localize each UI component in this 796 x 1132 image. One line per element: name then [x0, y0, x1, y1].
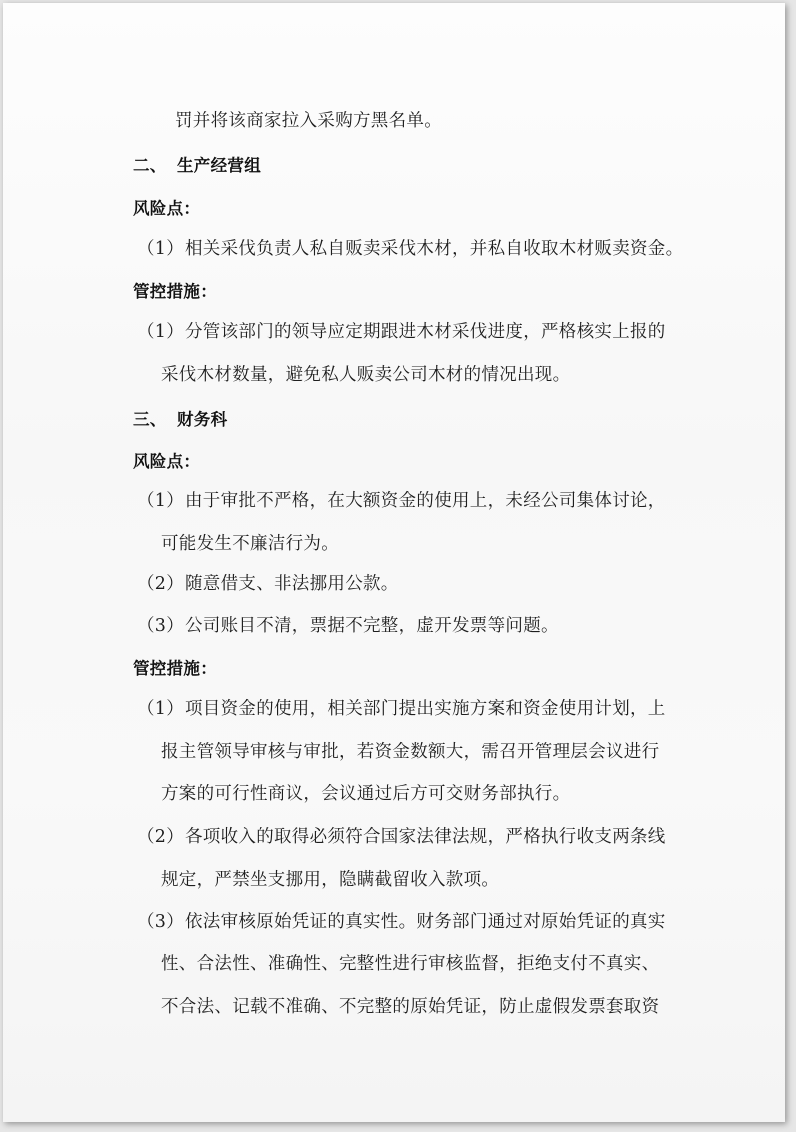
list-item — [137, 826, 666, 848]
item-text: 相关采伐负责人私自贩卖采伐木材，并私自收取木材贩卖资金。 — [185, 239, 684, 259]
item-text: 项目资金的使用，相关部门提出实施方案和资金使用计划，上 — [185, 699, 666, 719]
control-label: 管控措施： — [133, 282, 217, 301]
item-continuation: 可能发生不廉洁行为。 — [161, 534, 339, 554]
item-text: 依法审核原始凭证的真实性。财务部门通过对原始凭证的真实 — [185, 912, 666, 932]
item-number: （3） — [137, 912, 185, 932]
item-continuation: 方案的可行性商议，会议通过后方可交财务部执行。 — [161, 784, 571, 804]
list-item — [137, 573, 399, 595]
item-continuation: 性、合法性、准确性、完整性进行审核监督，拒绝支付不真实、 — [161, 954, 660, 974]
section-number: 二、 — [133, 156, 167, 175]
list-item — [137, 321, 666, 343]
risk-label: 风险点： — [133, 452, 201, 471]
list-item — [137, 615, 559, 637]
item-continuation: 不合法、记载不准确、不完整的原始凭证，防止虚假发票套取资 — [161, 997, 660, 1017]
item-continuation: 报主管领导审核与审批，若资金数额大，需召开管理层会议进行 — [161, 742, 660, 762]
item-number: （2） — [137, 574, 185, 594]
item-number: （1） — [137, 491, 185, 511]
list-item — [137, 490, 666, 512]
document-page — [3, 3, 785, 1122]
continuation-line: 罚并将该商家拉入采购方黑名单。 — [175, 111, 442, 131]
control-label: 管控措施： — [133, 659, 217, 678]
list-item — [137, 698, 666, 720]
section-title: 生产经营组 — [177, 156, 261, 175]
item-number: （1） — [137, 239, 185, 259]
item-continuation: 采伐木材数量，避免私人贩卖公司木材的情况出现。 — [161, 365, 571, 385]
section-heading-3 — [133, 409, 227, 431]
list-item — [137, 911, 666, 933]
section-heading-2 — [133, 155, 261, 177]
section-title: 财务科 — [177, 410, 228, 429]
item-text: 随意借支、非法挪用公款。 — [185, 574, 399, 594]
item-number: （3） — [137, 616, 185, 636]
risk-label: 风险点： — [133, 199, 201, 218]
item-text: 各项收入的取得必须符合国家法律法规，严格执行收支两条线 — [185, 827, 666, 847]
item-number: （1） — [137, 322, 185, 342]
item-text: 公司账目不清，票据不完整，虚开发票等问题。 — [185, 616, 559, 636]
item-continuation: 规定，严禁坐支挪用，隐瞒截留收入款项。 — [161, 870, 500, 890]
item-text: 分管该部门的领导应定期跟进木材采伐进度，严格核实上报的 — [185, 322, 666, 342]
list-item — [137, 238, 683, 260]
section-number: 三、 — [133, 410, 167, 429]
item-text: 由于审批不严格，在大额资金的使用上，未经公司集体讨论， — [185, 491, 666, 511]
item-number: （2） — [137, 827, 185, 847]
item-number: （1） — [137, 699, 185, 719]
